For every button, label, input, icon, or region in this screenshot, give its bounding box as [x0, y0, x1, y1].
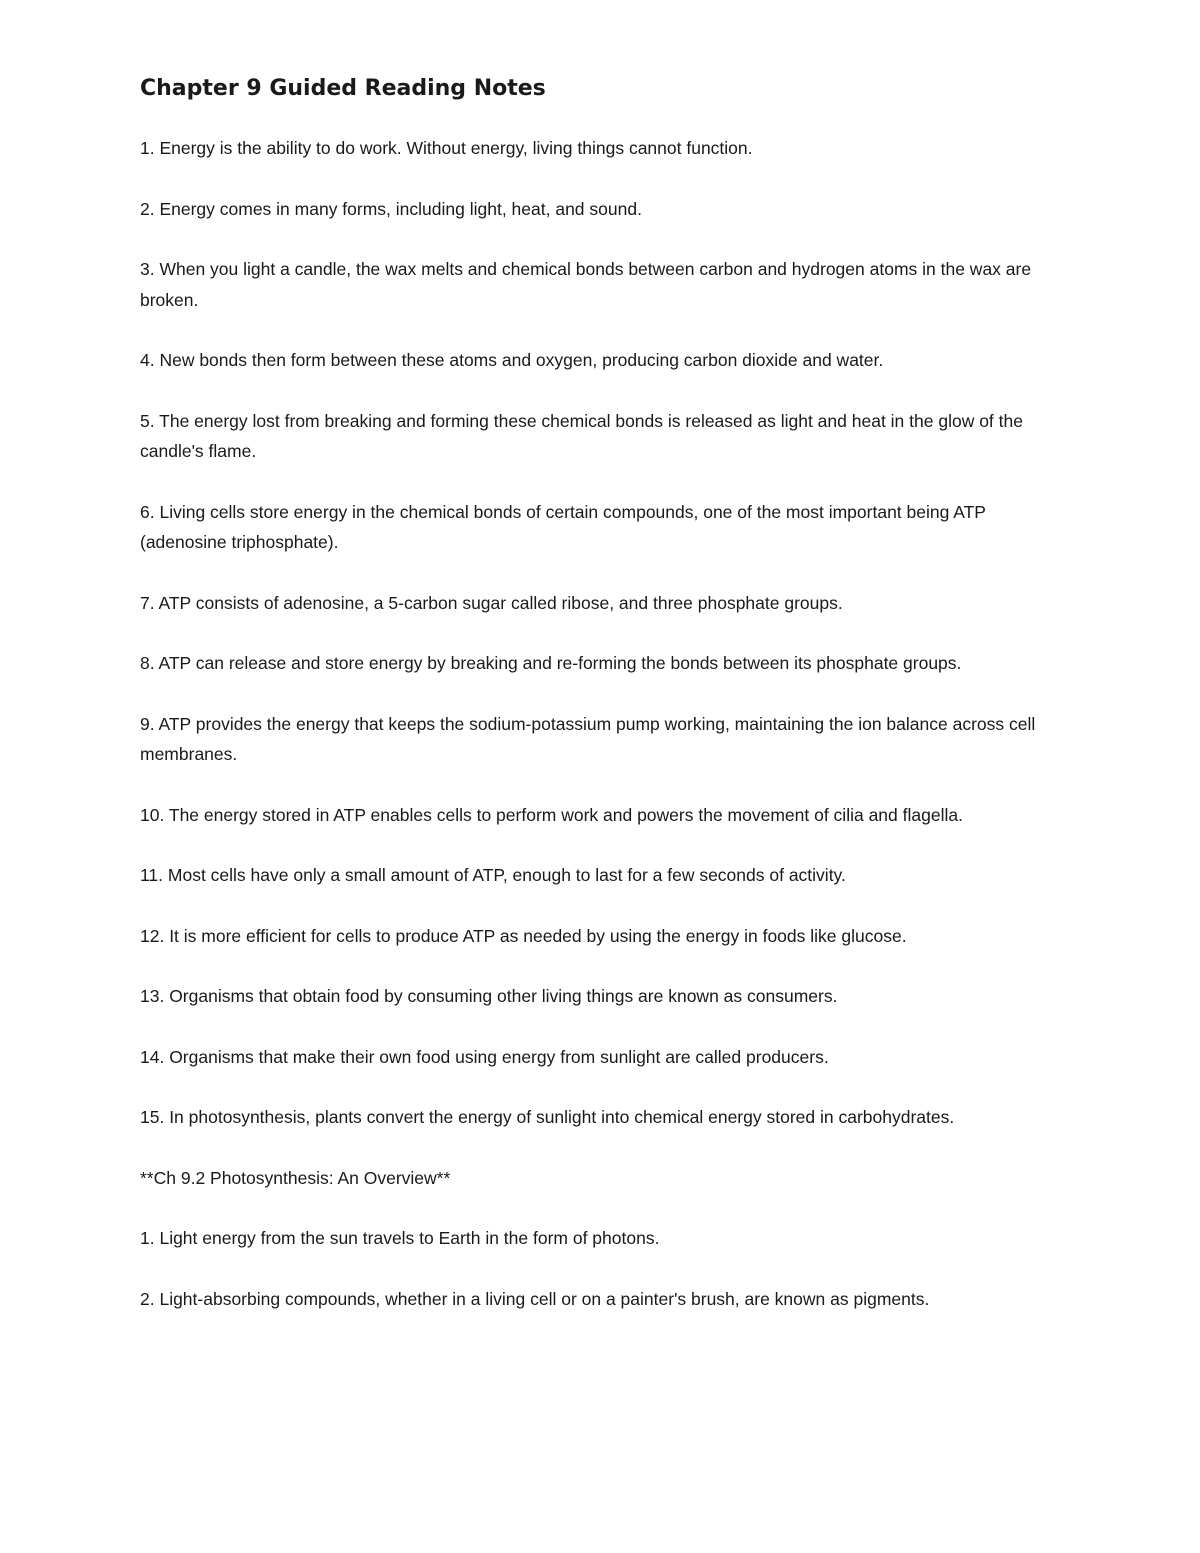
note-item: 2. Energy comes in many forms, including light, heat, and sound.: [140, 198, 642, 219]
note-item: 3. When you light a candle, the wax melts and chemical bonds between carbon and hydrogen atoms in the wax are broken.: [140, 259, 1032, 310]
note-item: 1. Energy is the ability to do work. Without energy, living things cannot function.: [140, 138, 753, 158]
note-item: 7. ATP consists of adenosine, a 5-carbon sugar called ribose, and three phosphate groups.: [140, 592, 843, 613]
section-1-notes: [140, 133, 1070, 1133]
note-item: 15. In photosynthesis, plants convert the energy of sunlight into chemical energy stored in carbohydrates.: [140, 1107, 955, 1127]
note-item: 13. Organisms that obtain food by consuming other living things are known as consumers.: [140, 986, 838, 1006]
note-item: 6. Living cells store energy in the chemical bonds of certain compounds, one of the most important being ATP (adenosine triphosphate).: [140, 501, 986, 552]
note-item: 11. Most cells have only a small amount of ATP, enough to last for a few seconds of activity.: [140, 865, 846, 885]
note-item: 8. ATP can release and store energy by breaking and re-forming the bonds between its phosphate groups.: [140, 653, 962, 673]
note-item: 4. New bonds then form between these atoms and oxygen, producing carbon dioxide and water.: [140, 350, 884, 370]
note-item: 2. Light-absorbing compounds, whether in a living cell or on a painter's brush, are known as pigments.: [140, 1288, 930, 1309]
note-item: 5. The energy lost from breaking and forming these chemical bonds is released as light and heat in the glow of the candle's flame.: [140, 410, 1023, 461]
note-item: 1. Light energy from the sun travels to Earth in the form of photons.: [140, 1228, 660, 1248]
section-heading: **Ch 9.2 Photosynthesis: An Overview**: [140, 1167, 451, 1188]
note-item: 12. It is more efficient for cells to produce ATP as needed by using the energy in foods like glucose.: [140, 925, 907, 946]
document-title: Chapter 9 Guided Reading Notes: [140, 76, 546, 101]
note-item: 9. ATP provides the energy that keeps the sodium-potassium pump working, maintaining the ion balance across cell membranes.: [140, 713, 1036, 764]
note-item: 14. Organisms that make their own food using energy from sunlight are called producers.: [140, 1046, 829, 1067]
document-page: [140, 70, 1070, 1344]
section-2-notes: [140, 1223, 1070, 1314]
note-item: 10. The energy stored in ATP enables cells to perform work and powers the movement of cilia and flagella.: [140, 804, 963, 825]
